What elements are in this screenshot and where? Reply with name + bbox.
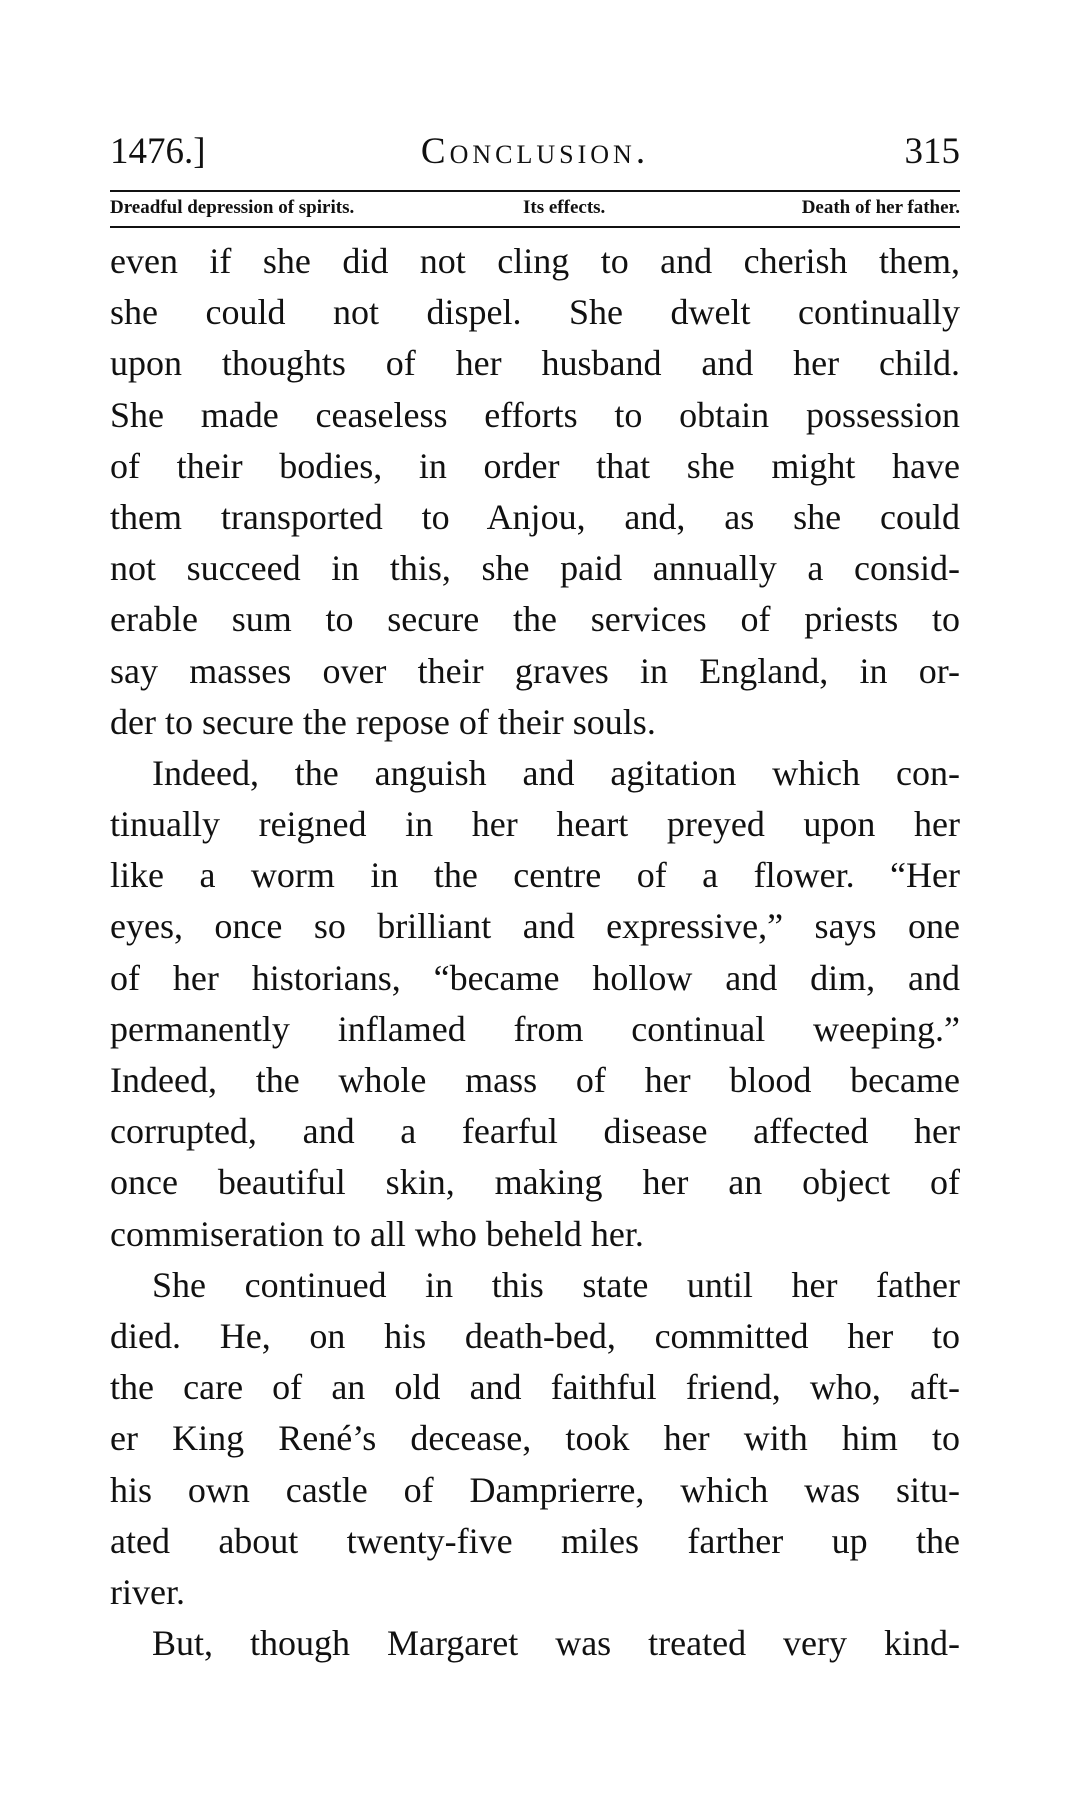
text-line: Indeed, the whole mass of her blood became bbox=[110, 1060, 960, 1100]
text-line: died. He, on his death-bed, committed her to bbox=[110, 1315, 960, 1356]
text-line: der to secure the repose of their souls. bbox=[110, 701, 656, 742]
running-head bbox=[110, 128, 960, 176]
text-line: like a worm in the centre of a flower. “Her bbox=[110, 855, 960, 896]
text-line: She made ceaseless efforts to obtain possession bbox=[110, 394, 960, 435]
text-line: corrupted, and a fearful disease affected her bbox=[110, 1111, 960, 1152]
text-line: ated about twenty-five miles farther up the bbox=[110, 1520, 960, 1561]
text-line: erable sum to secure the services of priests to bbox=[110, 599, 960, 640]
side-notes-rule bbox=[110, 226, 960, 228]
text-line: permanently inflamed from continual weeping.” bbox=[110, 1008, 960, 1049]
text-line: his own castle of Damprierre, which was situ- bbox=[110, 1469, 960, 1510]
text-line: She continued in this state until her father bbox=[152, 1264, 960, 1305]
body-text bbox=[110, 236, 960, 1669]
text-line: she could not dispel. She dwelt continually bbox=[110, 292, 960, 333]
text-line: river. bbox=[110, 1571, 185, 1612]
text-line: upon thoughts of her husband and her child. bbox=[110, 343, 960, 384]
text-line: the care of an old and faithful friend, who, aft- bbox=[110, 1367, 960, 1408]
text-line: not succeed in this, she paid annually a consid- bbox=[110, 548, 960, 589]
side-notes bbox=[110, 192, 960, 224]
text-line: er King René’s decease, took her with him to bbox=[110, 1418, 960, 1459]
book-page bbox=[110, 128, 960, 1669]
page-number: 315 bbox=[904, 131, 960, 172]
text-line: say masses over their graves in England, in or- bbox=[110, 650, 960, 691]
text-line: of their bodies, in order that she might have bbox=[110, 445, 960, 486]
text-line: of her historians, “became hollow and dim, and bbox=[110, 957, 960, 998]
text-line: Indeed, the anguish and agitation which con- bbox=[152, 752, 960, 793]
text-line: eyes, once so brilliant and expressive,” says one bbox=[110, 906, 960, 947]
chapter-title: Conclusion. bbox=[420, 131, 650, 172]
text-line: them transported to Anjou, and, as she could bbox=[110, 496, 960, 537]
side-note-left: Dreadful depression of spirits. bbox=[110, 197, 355, 218]
side-note-right: Death of her father. bbox=[801, 197, 960, 218]
text-line: commiseration to all who beheld her. bbox=[110, 1213, 644, 1254]
text-line: But, though Margaret was treated very kind- bbox=[152, 1623, 960, 1664]
year-marker: 1476.] bbox=[110, 131, 206, 172]
side-note-center: Its effects. bbox=[523, 197, 606, 218]
text-line: tinually reigned in her heart preyed upon her bbox=[110, 804, 960, 845]
text-line: even if she did not cling to and cherish them, bbox=[110, 241, 960, 281]
text-line: once beautiful skin, making her an object of bbox=[110, 1162, 960, 1203]
